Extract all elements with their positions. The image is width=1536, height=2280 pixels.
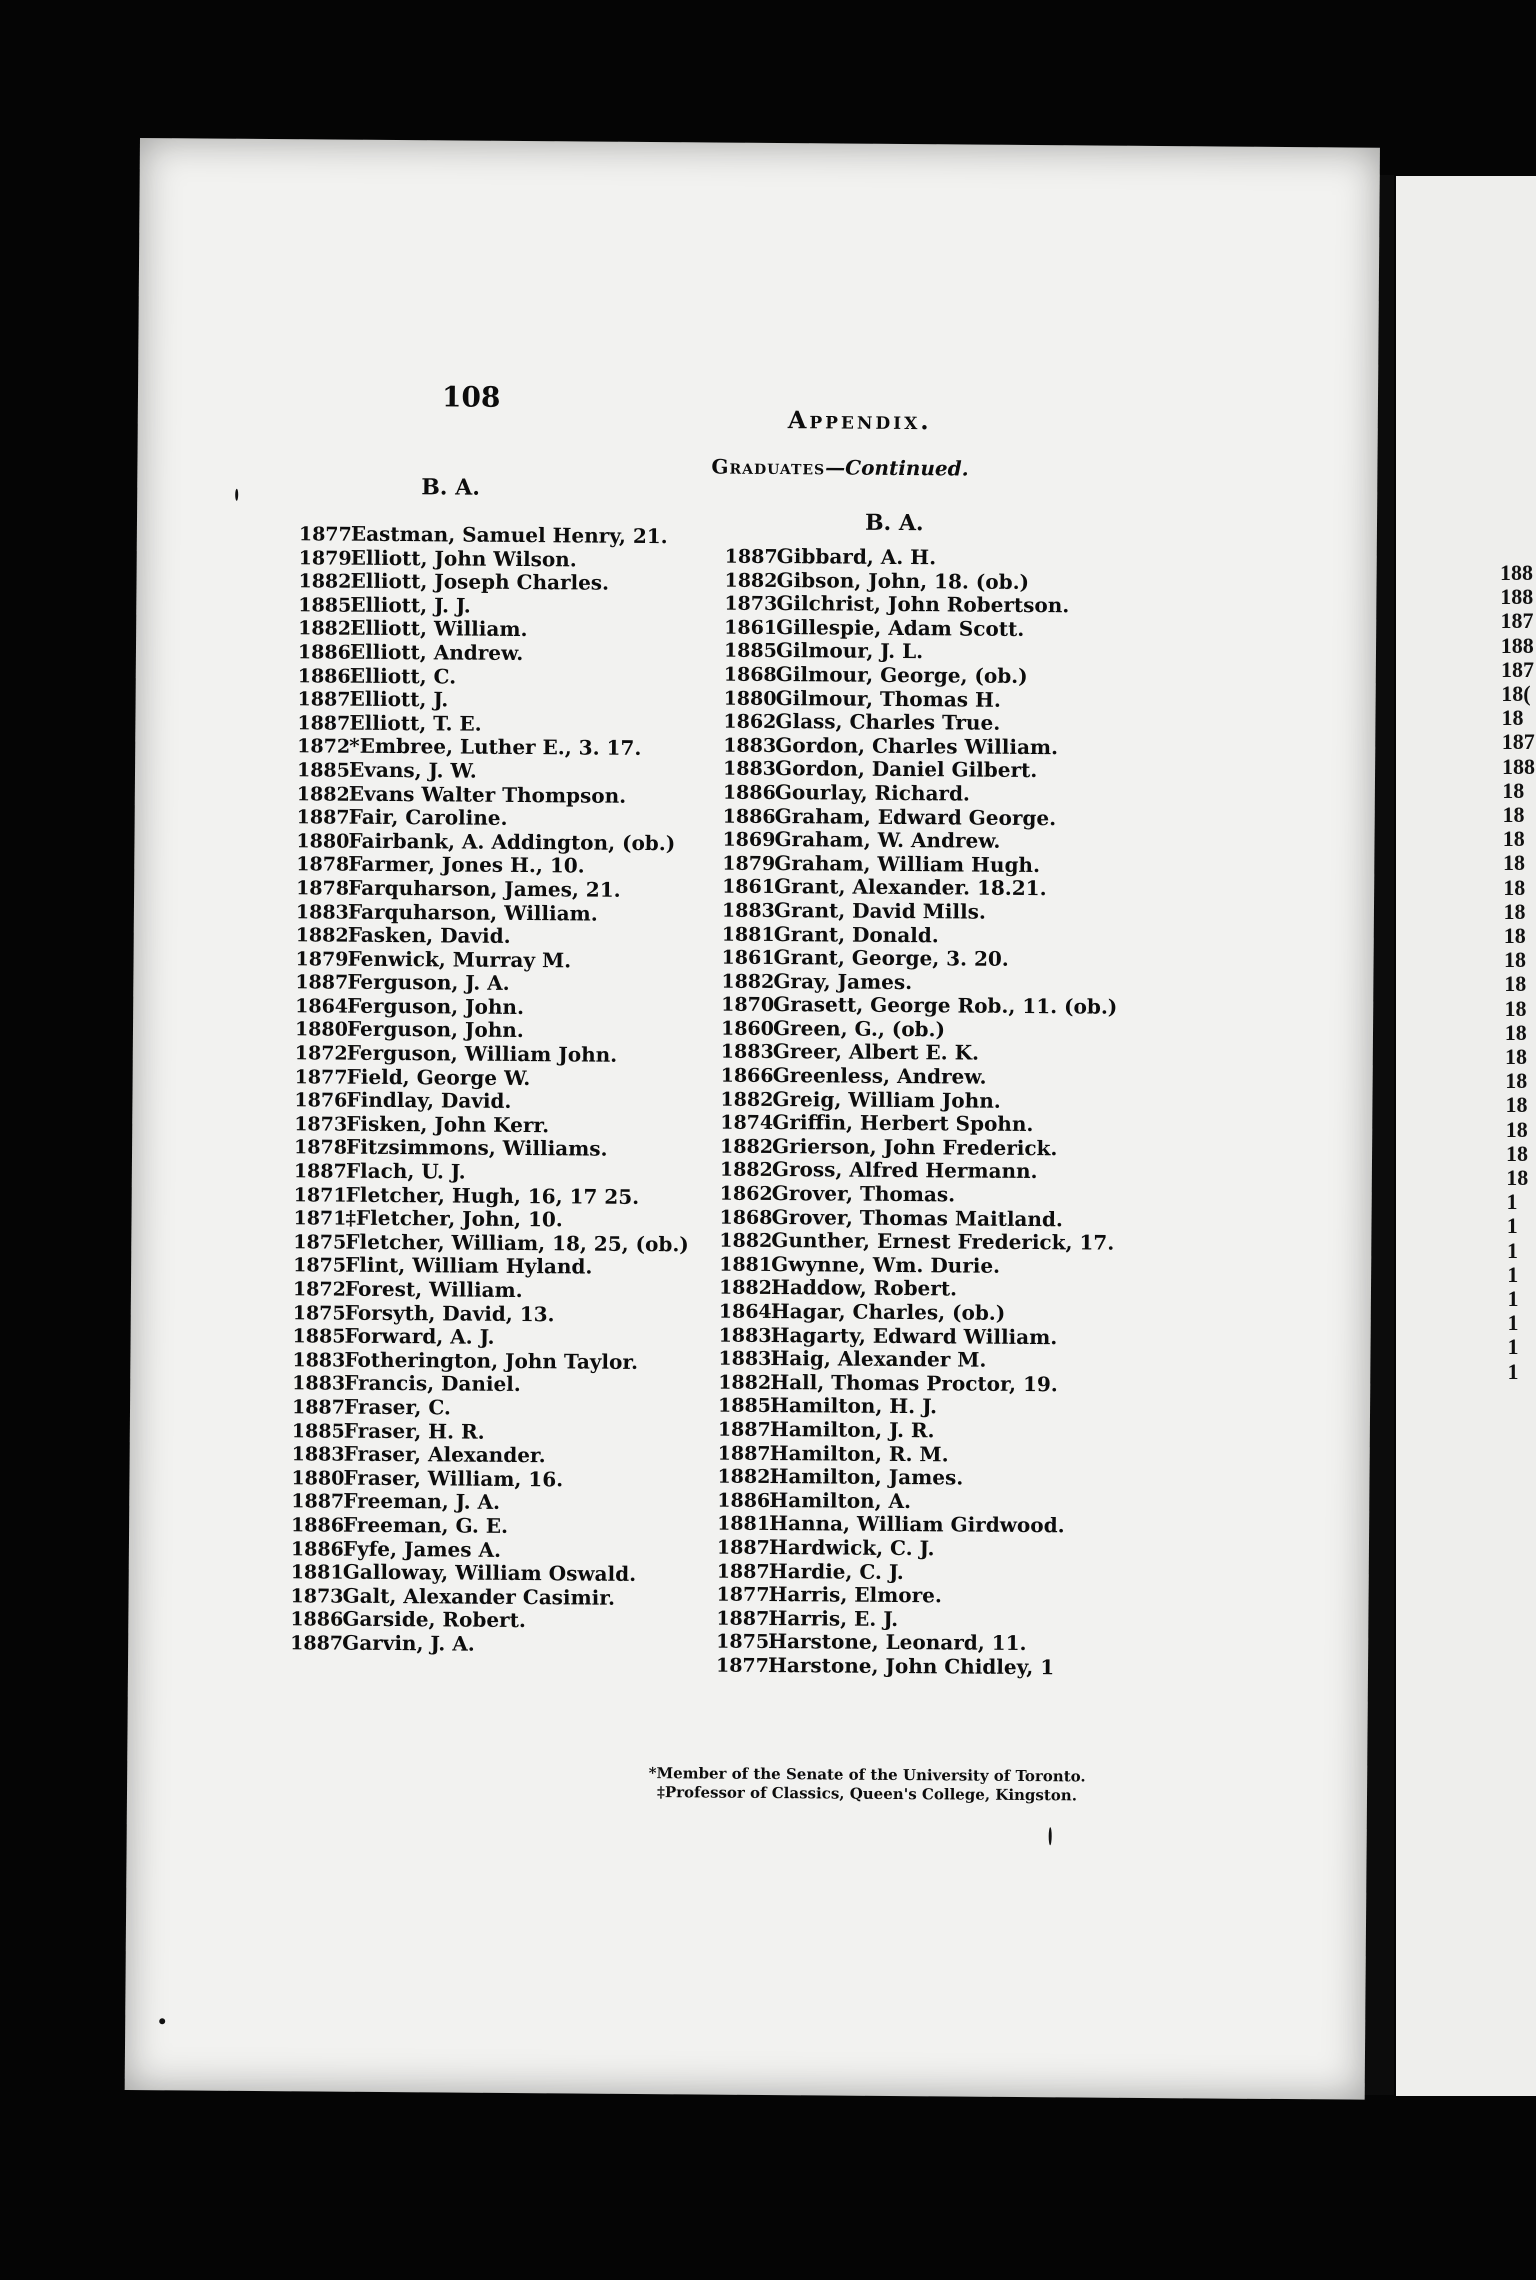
graduation-year: 1882 [719, 1229, 773, 1253]
graduation-year: 1881 [719, 1253, 773, 1276]
graduation-year: 1887 [290, 1632, 344, 1655]
adjacent-page-fragment: 18 [1504, 1019, 1527, 1045]
graduate-name: Fraser, C. [343, 1394, 452, 1420]
graduate-name: Gilmour, Thomas H. [775, 685, 1002, 712]
footnote-senate: *Member of the Senate of the University of Toronto. [648, 1764, 1086, 1786]
graduation-year: 1882 [718, 1276, 772, 1300]
graduation-year: 1883 [718, 1347, 772, 1371]
graduate-name: *Embree, Luther E., 3. 17. [349, 734, 642, 761]
graduation-year: 1861 [722, 875, 776, 899]
graduation-year: 1883 [721, 899, 775, 922]
adjacent-page-fragment: 18 [1504, 995, 1527, 1021]
graduate-name: Findlay, David. [346, 1087, 512, 1114]
graduate-name: Fraser, William, 16. [343, 1465, 564, 1492]
footnote-professor: ‡Professor of Classics, Queen's College, Kingston. [656, 1783, 1078, 1805]
graduation-year: 1885 [292, 1325, 346, 1348]
adjacent-page-fragment: 18 [1503, 923, 1526, 948]
graduate-name: Fasken, David. [347, 922, 511, 949]
graduation-year: 1882 [719, 1159, 773, 1182]
graduation-year: 1887 [717, 1418, 771, 1441]
graduation-year: 1880 [296, 829, 350, 853]
running-header: Appendix. [787, 405, 932, 436]
graduate-name: Field, George W. [346, 1064, 531, 1090]
graduation-year: 1871 [293, 1183, 347, 1207]
graduation-year: 1862 [719, 1182, 773, 1206]
graduation-year: 1886 [291, 1514, 345, 1537]
graduation-year: 1882 [718, 1371, 772, 1394]
graduation-year: 1864 [718, 1300, 772, 1323]
graduate-name: Fraser, H. R. [343, 1418, 485, 1444]
graduation-year: 1886 [722, 781, 776, 804]
adjacent-page-fragment: 18 [1503, 874, 1526, 900]
graduation-year: 1883 [292, 1372, 346, 1396]
graduation-year: 1887 [293, 1160, 347, 1183]
graduate-name: Grant, Donald. [773, 921, 939, 947]
graduation-year: 1864 [295, 995, 349, 1018]
graduate-name: Flach, U. J. [345, 1158, 466, 1184]
graduate-name: Fair, Caroline. [348, 804, 508, 831]
graduate-name: Fenwick, Murray M. [347, 946, 572, 973]
graduation-year: 1887 [716, 1607, 770, 1630]
section-subheader [711, 454, 968, 480]
graduation-year: 1872 [297, 735, 351, 759]
graduate-name: Hamilton, R. M. [769, 1440, 949, 1466]
graduate-name: Harris, E. J. [768, 1605, 899, 1631]
right-column-heading: B. A. [864, 509, 924, 537]
graduate-name: Grover, Thomas. [771, 1181, 956, 1207]
adjacent-page-fragment: 18 [1502, 826, 1525, 852]
right-entry-list [716, 545, 1121, 1681]
ink-speck [235, 489, 238, 501]
graduate-name: Graham, Edward George. [774, 803, 1057, 830]
graduate-name: Grover, Thomas Maitland. [771, 1204, 1064, 1231]
graduation-year: 1885 [296, 759, 351, 782]
graduation-year: 1881 [290, 1561, 344, 1584]
ink-speck [1049, 1827, 1052, 1845]
graduate-name: Ferguson, John. [346, 1017, 524, 1043]
graduation-year: 1869 [722, 828, 776, 852]
graduation-year: 1882 [720, 1135, 774, 1158]
graduation-year: 1878 [293, 1136, 348, 1160]
graduate-name: Haig, Alexander M. [770, 1346, 987, 1372]
graduation-year: 1866 [720, 1064, 774, 1088]
graduate-name: Greer, Albert E. K. [772, 1039, 980, 1066]
graduate-name: Ferguson, J. A. [347, 969, 510, 996]
graduation-year: 1885 [291, 1419, 345, 1443]
graduation-year: 1880 [291, 1466, 345, 1490]
left-column-heading: B. A. [421, 474, 481, 501]
graduate-name: Francis, Daniel. [344, 1371, 521, 1397]
adjacent-page-fragment: 18 [1505, 1044, 1527, 1069]
adjacent-page-fragment: 18 [1504, 947, 1526, 973]
graduate-name: Grant, George, 3. 20. [773, 945, 1009, 971]
graduation-year: 1862 [723, 710, 777, 734]
graduate-name: Eastman, Samuel Henry, 21. [350, 521, 668, 549]
graduate-name: Fraser, Alexander. [343, 1441, 546, 1468]
graduation-year: 1882 [721, 970, 775, 993]
graduate-name: Greenless, Andrew. [772, 1063, 987, 1089]
adjacent-page-fragment: 1 [1507, 1358, 1519, 1384]
graduation-year: 1877 [298, 523, 352, 546]
graduate-name: Elliott, T. E. [349, 710, 482, 736]
graduation-year: 1883 [722, 757, 777, 781]
graduate-name: Hagar, Charles, (ob.) [770, 1298, 1006, 1325]
graduation-year: 1876 [294, 1089, 348, 1112]
adjacent-page-fragment: 1 [1507, 1334, 1519, 1360]
graduate-name: Grasett, George Rob., 11. (ob.) [773, 992, 1118, 1019]
adjacent-page-fragment: 18 [1504, 971, 1527, 997]
graduation-year: 1882 [296, 782, 350, 806]
graduation-year: 1882 [724, 569, 778, 592]
adjacent-page-fragment: 18 [1502, 802, 1525, 827]
graduation-year: 1886 [717, 1489, 771, 1512]
graduate-name: Gunther, Ernest Frederick, 17. [771, 1228, 1115, 1255]
graduation-year: 1875 [716, 1630, 770, 1654]
adjacent-page-fragment: 18( [1501, 681, 1531, 706]
graduation-year: 1883 [723, 734, 777, 757]
graduation-year: 1886 [290, 1608, 344, 1631]
graduate-name: Gilmour, J. L. [775, 638, 924, 664]
graduation-year: 1880 [723, 687, 777, 710]
graduation-year: 1872 [294, 1042, 348, 1065]
adjacent-page [1396, 176, 1536, 2096]
graduation-year: 1873 [290, 1584, 344, 1608]
graduation-year: 1887 [291, 1490, 345, 1513]
graduation-year: 1882 [295, 924, 349, 947]
ink-speck [159, 2018, 165, 2024]
graduate-name: Gordon, Daniel Gilbert. [774, 756, 1038, 783]
left-entry-list [290, 522, 694, 1658]
graduation-year: 1872 [292, 1278, 346, 1301]
graduation-year: 1887 [717, 1442, 771, 1465]
graduate-name: Elliott, J. J. [350, 592, 471, 618]
graduate-name: Grant, David Mills. [773, 897, 986, 924]
graduate-name: Hamilton, James. [769, 1464, 964, 1490]
graduate-name: Elliott, Andrew. [349, 639, 524, 665]
graduate-name: Forsyth, David, 13. [344, 1300, 555, 1326]
graduate-name: Hardie, C. J. [768, 1558, 904, 1584]
graduate-name: Elliott, William. [350, 616, 528, 642]
graduate-name: Fletcher, Hugh, 16, 17 25. [345, 1182, 640, 1209]
graduation-year: 1879 [295, 947, 349, 971]
graduate-name: Fletcher, William, 18, 25, (ob.) [345, 1229, 689, 1257]
graduation-year: 1880 [294, 1018, 348, 1042]
graduate-name: Haddow, Robert. [770, 1275, 958, 1301]
graduation-year: 1881 [721, 923, 775, 946]
graduation-year: 1868 [723, 663, 777, 686]
adjacent-page-fragment: 1 [1507, 1310, 1519, 1336]
adjacent-page-fragment: 18 [1503, 850, 1525, 876]
graduate-name: Elliott, Joseph Charles. [350, 568, 610, 595]
adjacent-page-fragment: 187 [1500, 608, 1534, 634]
adjacent-page-fragment: 187 [1501, 729, 1535, 755]
adjacent-page-fragment: 188 [1502, 753, 1535, 779]
graduation-year: 1879 [722, 852, 776, 875]
graduate-name: Elliott, J. [349, 686, 449, 712]
graduation-year: 1882 [298, 617, 352, 641]
graduate-name: Flint, William Hyland. [345, 1253, 593, 1279]
adjacent-page-fragment: 18 [1501, 705, 1524, 731]
graduation-year: 1881 [717, 1512, 771, 1536]
graduation-year: 1860 [720, 1017, 774, 1040]
graduate-name: Galt, Alexander Casimir. [342, 1583, 616, 1610]
graduate-name: Freeman, G. E. [343, 1512, 509, 1538]
graduate-name: Gwynne, Wm. Durie. [771, 1251, 1001, 1278]
graduation-year: 1885 [298, 594, 352, 617]
graduate-name: Gibbard, A. H. [776, 544, 937, 570]
graduate-name: Fisken, John Kerr. [346, 1111, 550, 1138]
graduate-name: Farmer, Jones H., 10. [348, 851, 585, 878]
graduate-name: Gourlay, Richard. [774, 779, 971, 806]
graduation-year: 1877 [716, 1583, 770, 1607]
graduate-name: Glass, Charles True. [775, 709, 1001, 735]
adjacent-page-fragment: 18 [1503, 898, 1526, 924]
graduation-year: 1868 [719, 1206, 773, 1229]
graduation-year: 1887 [291, 1396, 346, 1419]
adjacent-page-fragment: 188 [1500, 560, 1533, 585]
adjacent-page-fragment: 1 [1507, 1261, 1519, 1287]
graduate-name: Forest, William. [344, 1276, 523, 1303]
graduate-name: Garside, Robert. [342, 1606, 526, 1633]
subheader-continued: —Continued. [825, 455, 969, 481]
graduate-name: Harris, Elmore. [768, 1582, 942, 1608]
graduation-year: 1878 [296, 853, 350, 876]
graduation-year: 1887 [295, 971, 349, 994]
graduation-year: 1877 [715, 1654, 769, 1677]
adjacent-page-fragment: 188 [1500, 584, 1534, 610]
graduate-name: Greig, William John. [772, 1086, 1001, 1113]
adjacent-page-fragment: 1 [1506, 1189, 1518, 1215]
graduation-year: 1887 [716, 1560, 770, 1583]
graduation-year: 1875 [293, 1254, 347, 1278]
graduation-year: 1887 [297, 688, 351, 711]
graduation-year: 1873 [724, 592, 778, 616]
graduation-year: 1886 [297, 664, 351, 688]
graduation-year: 1887 [716, 1536, 770, 1559]
graduate-name: Freeman, J. A. [343, 1488, 501, 1515]
graduate-name: Gilmour, George, (ob.) [775, 661, 1028, 688]
graduate-name: Farquharson, William. [347, 899, 598, 926]
adjacent-page-fragment: 18 [1505, 1116, 1528, 1142]
adjacent-page-fragment: 18 [1506, 1140, 1528, 1166]
graduate-name: Hagarty, Edward William. [770, 1322, 1058, 1349]
graduation-year: 1861 [721, 946, 775, 970]
graduate-name: Green, G., (ob.) [772, 1015, 946, 1042]
adjacent-page-fragment: 188 [1500, 632, 1534, 658]
graduate-name: Gray, James. [773, 968, 913, 994]
graduation-year: 1877 [294, 1065, 348, 1089]
graduation-year: 1887 [296, 806, 350, 829]
adjacent-page-fragment: 18 [1505, 1092, 1528, 1118]
graduation-year: 1861 [724, 616, 778, 639]
graduation-year: 1887 [297, 712, 351, 735]
adjacent-page-fragment: 18 [1506, 1165, 1529, 1190]
graduation-year: 1883 [718, 1324, 772, 1347]
graduate-name: Harstone, Leonard, 11. [768, 1629, 1027, 1656]
graduate-name: Hamilton, H. J. [769, 1393, 938, 1419]
graduate-name: Evans Walter Thompson. [348, 781, 627, 808]
graduate-name: Harstone, John Chidley, 1 [767, 1652, 1055, 1680]
page-number: 108 [441, 380, 501, 414]
graduation-year: 1883 [720, 1041, 774, 1064]
graduation-year: 1875 [292, 1301, 346, 1325]
adjacent-page-fragment: 1 [1506, 1213, 1518, 1239]
graduation-year: 1887 [724, 545, 778, 569]
adjacent-page-fragment: 187 [1501, 656, 1534, 682]
graduate-name: Ferguson, John. [347, 993, 525, 1019]
graduation-year: 1870 [721, 993, 775, 1017]
graduate-name: Gillespie, Adam Scott. [776, 614, 1025, 641]
graduate-entry [716, 1653, 1112, 1680]
adjacent-page-fragment: 18 [1502, 777, 1525, 803]
graduate-name: Garvin, J. A. [342, 1630, 475, 1656]
graduate-name: Gilchrist, John Robertson. [776, 591, 1070, 618]
graduation-year: 1874 [720, 1111, 774, 1135]
graduation-year: 1886 [722, 805, 776, 828]
graduate-name: Hanna, William Girdwood. [769, 1511, 1065, 1538]
graduate-name: Elliott, C. [349, 663, 457, 689]
graduation-year: 1873 [294, 1113, 348, 1136]
graduate-name: Graham, W. Andrew. [774, 827, 1001, 853]
graduate-name: Griffin, Herbert Spohn. [772, 1110, 1034, 1137]
adjacent-page-fragment: 1 [1507, 1286, 1519, 1311]
graduate-name: Gordon, Charles William. [775, 732, 1059, 759]
graduate-name: Elliott, John Wilson. [350, 545, 577, 572]
graduation-year: 1883 [291, 1443, 345, 1466]
graduation-year: 1878 [296, 877, 350, 900]
graduate-name: Gibson, John, 18. (ob.) [776, 567, 1030, 594]
graduate-name: Evans, J. W. [348, 757, 477, 783]
graduate-name: Grant, Alexander. 18.21. [774, 874, 1047, 901]
graduate-name: Fairbank, A. Addington, (ob.) [348, 828, 676, 855]
adjacent-page-fragment: 1 [1507, 1237, 1518, 1263]
footnotes [607, 1764, 1127, 1806]
graduation-year: 1875 [293, 1231, 347, 1254]
graduate-name: Fotherington, John Taylor. [344, 1347, 639, 1374]
graduation-year: 1882 [717, 1465, 771, 1489]
graduation-year: 1882 [720, 1088, 774, 1111]
graduation-year: 1883 [292, 1349, 346, 1372]
graduate-name: ‡Fletcher, John, 10. [345, 1205, 563, 1232]
graduation-year: 1871 [293, 1207, 347, 1230]
graduate-name: Hamilton, A. [769, 1487, 912, 1513]
graduate-name: Farquharson, James, 21. [348, 875, 621, 902]
graduate-name: Fitzsimmons, Williams. [345, 1135, 608, 1162]
graduate-entry [290, 1631, 686, 1658]
graduation-year: 1882 [298, 570, 352, 593]
graduate-name: Hardwick, C. J. [768, 1534, 935, 1561]
graduate-name: Hall, Thomas Proctor, 19. [770, 1369, 1058, 1397]
book-page [125, 138, 1380, 2100]
graduate-name: Hamilton, J. R. [769, 1416, 935, 1443]
graduate-name: Graham, William Hugh. [774, 850, 1041, 877]
graduate-name: Gross, Alfred Hermann. [771, 1157, 1038, 1184]
adjacent-page-fragment: 18 [1505, 1068, 1528, 1094]
graduate-name: Grierson, John Frederick. [772, 1133, 1058, 1161]
graduation-year: 1886 [297, 641, 351, 664]
graduation-year: 1885 [717, 1394, 772, 1418]
graduation-year: 1885 [723, 639, 777, 663]
graduation-year: 1886 [290, 1537, 344, 1561]
graduation-year: 1879 [298, 546, 352, 570]
subheader-title: Graduates [711, 454, 826, 480]
graduation-year: 1883 [295, 900, 349, 924]
graduate-name: Galloway, William Oswald. [342, 1559, 637, 1587]
graduate-name: Ferguson, William John. [346, 1040, 618, 1067]
graduate-name: Forward, A. J. [344, 1323, 495, 1350]
graduate-name: Fyfe, James A. [342, 1536, 502, 1562]
